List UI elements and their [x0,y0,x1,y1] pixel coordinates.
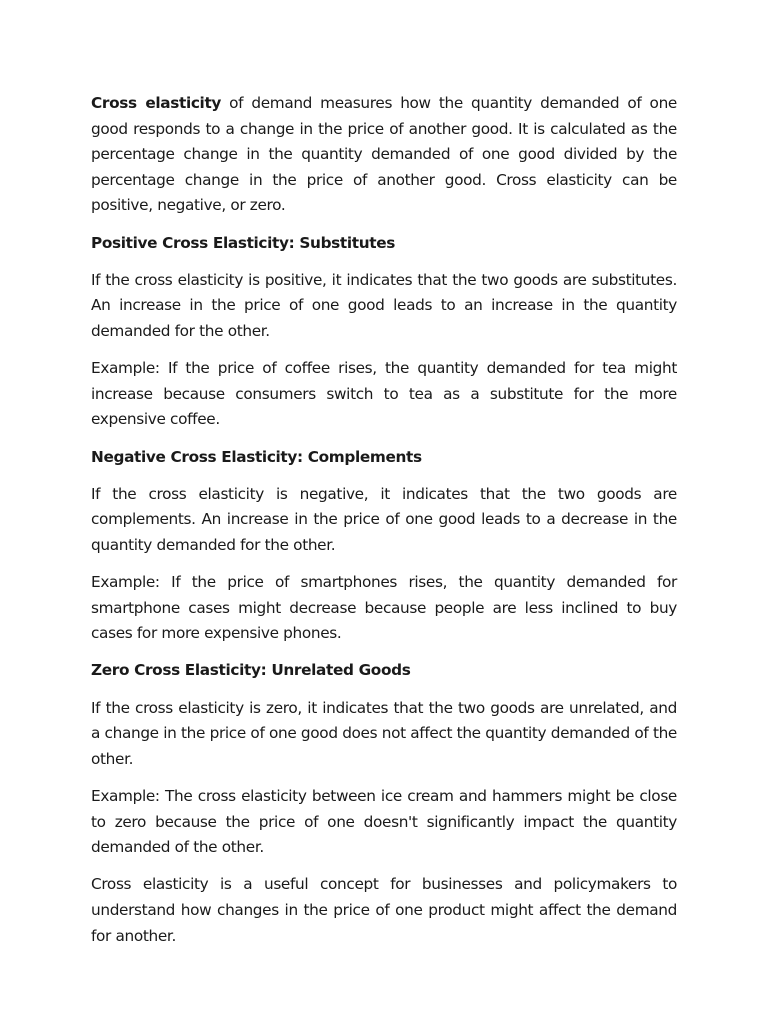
section-body-complements: If the cross elasticity is negative, it indicates that the two goods are complements. An increase in the price of one good leads to a decrease in the quantity demanded for the other. [91,484,677,554]
intro-text: of demand measures how the quantity demanded of one good responds to a change in the price of another good. It is calculated as the percentage change in the quantity demanded of one good divided by the percentage change in the price of another good. Cross elasticity can be positive, negative, or zero. [91,94,677,215]
section-body-unrelated: If the cross elasticity is zero, it indicates that the two goods are unrelated, and a change in the price of one good does not affect the quantity demanded of the other. [91,698,677,768]
document-page [91,91,677,961]
section-example-complements: Example: If the price of smartphones rises, the quantity demanded for smartphone cases might decrease because people are less inclined to buy cases for more expensive phones. [91,573,677,643]
section-example-unrelated: Example: The cross elasticity between ice cream and hammers might be close to zero because the price of one doesn't significantly impact the quantity demanded of the other. [91,787,677,857]
intro-paragraph [91,91,677,219]
intro-term: Cross elasticity [91,94,222,112]
section-example-substitutes: Example: If the price of coffee rises, the quantity demanded for tea might increase because consumers switch to tea as a substitute for the more expensive coffee. [91,359,677,429]
section-heading-complements: Negative Cross Elasticity: Complements [91,447,422,466]
section-heading-unrelated: Zero Cross Elasticity: Unrelated Goods [91,661,411,680]
section-body-substitutes: If the cross elasticity is positive, it indicates that the two goods are substitutes. An increase in the price of one good leads to an increase in the quantity demanded for the other. [91,270,677,340]
conclusion-paragraph: Cross elasticity is a useful concept for businesses and policymakers to understand how changes in the price of one product might affect the demand for another. [91,875,677,945]
section-heading-substitutes: Positive Cross Elasticity: Substitutes [91,233,396,252]
